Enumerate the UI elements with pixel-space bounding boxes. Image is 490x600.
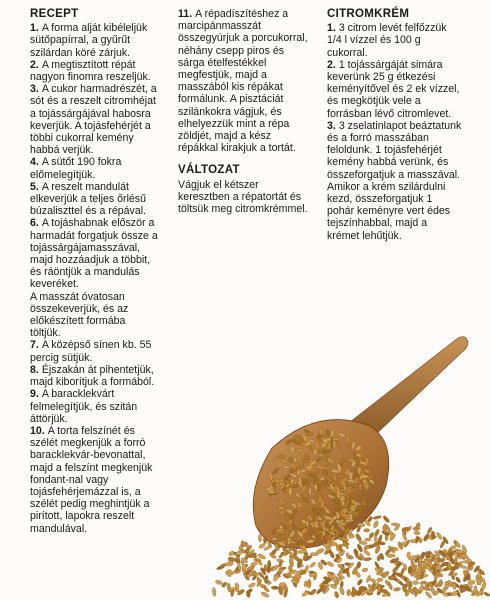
step-text: A sütőt 190 fokra előmelegítjük. <box>30 156 122 181</box>
step-number: 10. <box>30 424 45 437</box>
recipe-step <box>30 364 158 388</box>
step-text: A középső sínen kb. 55 percig sütjük. <box>30 339 152 364</box>
lemon-cream-column <box>327 8 462 242</box>
step-text: A masszát óvatosan összekeverjük, és az előkészített formába töltjük. <box>30 290 129 340</box>
recipe-step <box>30 291 158 340</box>
recipe-step <box>30 83 158 156</box>
step-text: A reszelt mandulát elkeverjük a teljes őrlésű búzaliszttel és a répával. <box>30 180 147 218</box>
step-text: 3 zselatinlapot beáztatunk és a forró masszában feloldunk. 1 tojásfehérjét kemény habbá verünk, és összeforgatjuk a masszával. Amikor a krém szilárdulni kezd, összeforgatjuk 1 pohár keményre vert édes tejszínhabbal, majd a krémet lehűtjük. <box>327 119 462 242</box>
grain-scoop-illustration <box>200 330 490 600</box>
recipe-step <box>30 59 158 83</box>
step-number: 11. <box>178 8 193 20</box>
step-text: A forma alját kibéleljük sütőpapírral, a gyűrűt szilárdan köré zárjuk. <box>30 22 148 59</box>
step-text: A cukor harmadrészét, a sót és a reszelt citromhéjat a tojássárgájával habosra keverjük. A tojásfehérjét a többi cukorral kemény habbá verjük. <box>30 83 157 157</box>
step-number: 4. <box>30 156 39 169</box>
variation-text: Vágjuk el kétszer keresztben a répatortát és töltsük meg citromkrémmel. <box>178 178 308 216</box>
step-text: 3 citrom levét felfőzzük 1/4 l vízzel és 100 g cukorral. <box>327 22 447 59</box>
lemon-cream-step <box>327 22 462 59</box>
scoop-handle <box>350 337 468 440</box>
step-number: 5. <box>30 180 39 193</box>
step-number: 3. <box>30 83 39 96</box>
step-text: A megtisztított répát nagyon finomra reszeljük. <box>30 58 151 84</box>
step-number: 1. <box>30 22 39 35</box>
lemon-cream-step <box>327 120 462 242</box>
recipe-step <box>30 22 158 59</box>
recipe-step <box>30 425 158 535</box>
step-number: 6. <box>30 217 39 230</box>
lemon-cream-heading: CITROMKRÉM <box>327 8 410 20</box>
recipe-step <box>178 8 312 154</box>
step-number: 1. <box>327 22 336 35</box>
step-text: A baracklekvárt felmelegítjük, és szitán áttörjük. <box>30 388 138 425</box>
recipe-step <box>30 339 158 363</box>
step-number: 2. <box>30 58 39 71</box>
variation-heading: VÁLTOZAT <box>178 164 240 177</box>
step-number: 9. <box>30 388 39 401</box>
recipe-column <box>30 8 158 535</box>
step-number: 3. <box>327 119 336 132</box>
step-text: A répadíszítéshez a marcipánmasszát összegyúrjuk a porcukorral, néhány csepp piros és sárga ételfestékkel megfestjük, majd a masszából kis répákat formálunk. A pisztáciát szilánkokra vágjuk, és elhelyezzük mint a répa zöldjét, majd a kész répákkal kirakjuk a tortát. <box>178 8 308 155</box>
recipe-heading: RECEPT <box>30 8 79 20</box>
lemon-cream-step <box>327 59 462 120</box>
recipe-step <box>30 181 158 218</box>
recipe-step <box>30 388 158 425</box>
step-text: 1 tojássárgáját simára keverünk 25 g étkezési keményítővel és 2 ek vízzel, és megkötjük vele a forrásban lévő citromlevet. <box>327 58 460 120</box>
step-text: Éjszakán át pihentetjük, majd kiborítjuk a formából. <box>30 363 155 389</box>
step-number: 8. <box>30 363 39 376</box>
recipe-step <box>30 156 158 180</box>
recipe-step <box>30 217 158 290</box>
step-text: A torta felszínét és szélét megkenjük a forró baracklekvár-bevonattal, majd a felszínt megkenjük fondant-nal vagy tojásfehérjemázzal is, a szélét pedig meghintjük a pirított, lapokra reszelt mandulával. <box>30 424 153 535</box>
step-text: A tojáshabnak először a harmadát forgatjuk össze a tojássárgájamasszával, majd hozzáadjuk a többit, és ráöntjük a mandulás keveréket. <box>30 217 158 291</box>
step-number: 7. <box>30 339 39 352</box>
step-number: 2. <box>327 58 336 71</box>
recipe-column-continued <box>178 8 312 215</box>
